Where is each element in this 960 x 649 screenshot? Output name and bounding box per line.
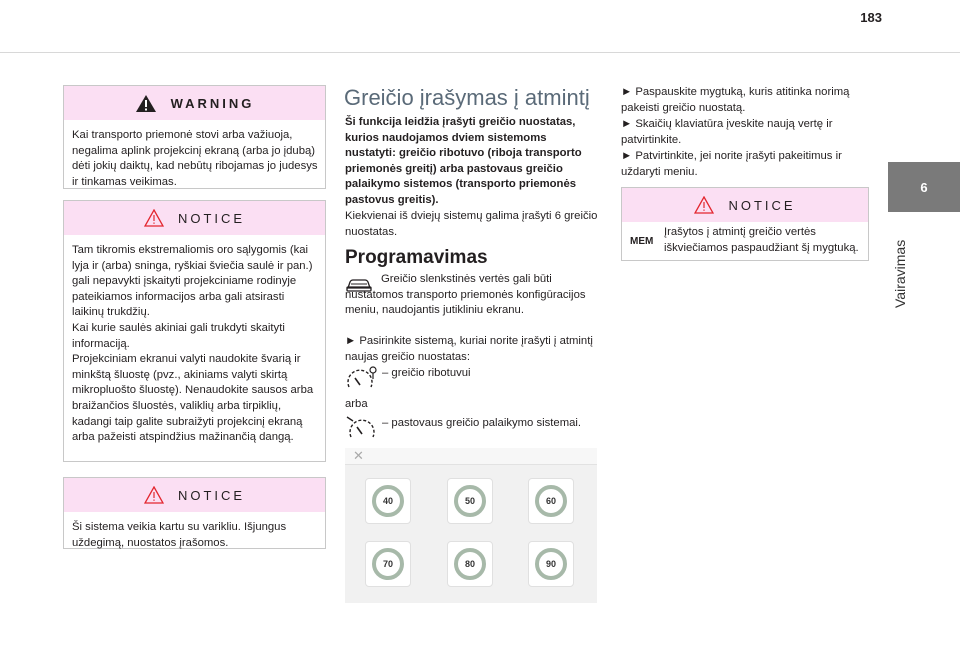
- notice-title-3: NOTICE: [728, 197, 796, 213]
- speed-value: 40: [372, 485, 404, 517]
- step-confirm: ► Patvirtinkite, jei norite įrašyti pakeitimus ir uždaryti meniu.: [621, 150, 842, 178]
- speed-button-90[interactable]: [528, 541, 574, 587]
- chapter-tab[interactable]: 6: [888, 162, 960, 212]
- close-icon[interactable]: ✕: [353, 448, 364, 463]
- mem-text: Įrašytos į atmintį greičio vertės iškviečiamos paspaudžiant šį mygtuką.: [664, 226, 859, 254]
- speed-value: 60: [535, 485, 567, 517]
- notice-triangle-icon: [144, 209, 164, 227]
- speed-limiter-icon: [345, 365, 379, 398]
- notice-header-3: [622, 188, 868, 222]
- speed-button-50[interactable]: [447, 478, 493, 524]
- programming-heading: Programavimas: [345, 247, 488, 268]
- limiter-text: – greičio ribotuvui: [382, 367, 471, 379]
- notice-box-2: [63, 477, 326, 549]
- chapter-label: Vairavimas: [892, 239, 908, 308]
- speed-button-60[interactable]: [528, 478, 574, 524]
- notice-text-2: Ši sistema veikia kartu su varikliu. Išjungus uždegimą, nuostatos įrašomos.: [72, 521, 287, 549]
- step-keyboard: ► Skaičių klaviatūra įveskite naują vertę ir patvirtinkite.: [621, 118, 833, 146]
- car-config-text: Greičio slenkstinės vertės gali būti nustatomos transporto priemonės konfigūracijos meniu, naudojantis jutikliniu ekranu.: [345, 273, 586, 317]
- page-number: 183: [860, 10, 882, 25]
- step-press: ► Paspauskite mygtuką, kuris atitinka norimą pakeisti greičio nuostatą.: [621, 86, 850, 114]
- top-divider: [0, 52, 960, 53]
- warning-header: [64, 86, 325, 120]
- or-text: arba: [345, 398, 368, 410]
- section-title: Greičio įrašymas į atmintį: [344, 85, 590, 110]
- cruise-text: – pastovaus greičio palaikymo sistemai.: [382, 417, 582, 429]
- notice-1-paragraph: Kai kurie saulės akiniai gali trukdyti skaityti informaciją.: [72, 321, 285, 350]
- speed-value: 90: [535, 548, 567, 580]
- step-select-system: ► Pasirinkite sistemą, kuriai norite įrašyti į atmintį naujas greičio nuostatas:: [345, 335, 593, 363]
- notice-header-2: [64, 478, 325, 512]
- speed-button-40[interactable]: [365, 478, 411, 524]
- notice-1-paragraph: Projekciniam ekranui valyti naudokite švarią ir minkštą šluostę (pvz., akiniams valyti skirtą mikropluošto šluostę). Nenaudokite sausos arba braižančios šluostės, valiklių arba tirpiklių, kadangi taip galite subraižyti projekcinį ekraną arba pažeisti atspindžius mažinančią dangą.: [72, 353, 314, 444]
- mem-button-icon: MEM: [630, 236, 654, 247]
- cruise-control-icon: [345, 414, 379, 447]
- speed-memory-screen: [345, 448, 597, 603]
- speed-value: 70: [372, 548, 404, 580]
- notice-1-paragraph: Tam tikromis ekstremaliomis oro sąlygomis (kai lyja ir (arba) sninga, ryškiai šviečia saulė ir pan.) gali nepavykti įskaityti projekciniame rodinyje pateikiamos informacijos arba gali atsirasti laikinų trukdžių.: [72, 244, 313, 319]
- warning-text: Kai transporto priemonė stovi arba važiuoja, negalima aplink projekcinį ekraną (arba jo įdubą) dėti jokių daiktų, kad nebūtų ribojamas jo judesys ir tinkamas veikimas.: [72, 129, 318, 188]
- notice-header-1: [64, 201, 325, 235]
- notice-title-1: NOTICE: [177, 210, 246, 226]
- speed-button-70[interactable]: [365, 541, 411, 587]
- notice-box-1: [63, 200, 326, 462]
- intro-text: Kiekvienai iš dviejų sistemų galima įrašyti 6 greičio nuostatas.: [345, 210, 598, 238]
- chapter-label-wrap: [892, 218, 912, 308]
- warning-title: WARNING: [170, 95, 255, 111]
- warning-triangle-icon: [135, 94, 157, 113]
- warning-box: [63, 85, 326, 189]
- speed-button-80[interactable]: [447, 541, 493, 587]
- notice-title-2: NOTICE: [177, 487, 246, 503]
- notice-triangle-icon: [144, 486, 164, 504]
- speed-value: 80: [454, 548, 486, 580]
- intro-bold: Ši funkcija leidžia įrašyti greičio nuostatas, kurios naudojamos dviem sistemoms nustatyti: greičio ribotuvo (riboja transporto priemonės greitį) arba pastovaus greičio palaikymo sistemos (transporto priemonės pastovus greitis).: [345, 116, 582, 206]
- notice-body-1: [64, 235, 325, 452]
- speed-value: 50: [454, 485, 486, 517]
- notice-box-3: [621, 187, 869, 261]
- notice-triangle-icon: [694, 196, 714, 214]
- screen-topbar: [345, 448, 597, 465]
